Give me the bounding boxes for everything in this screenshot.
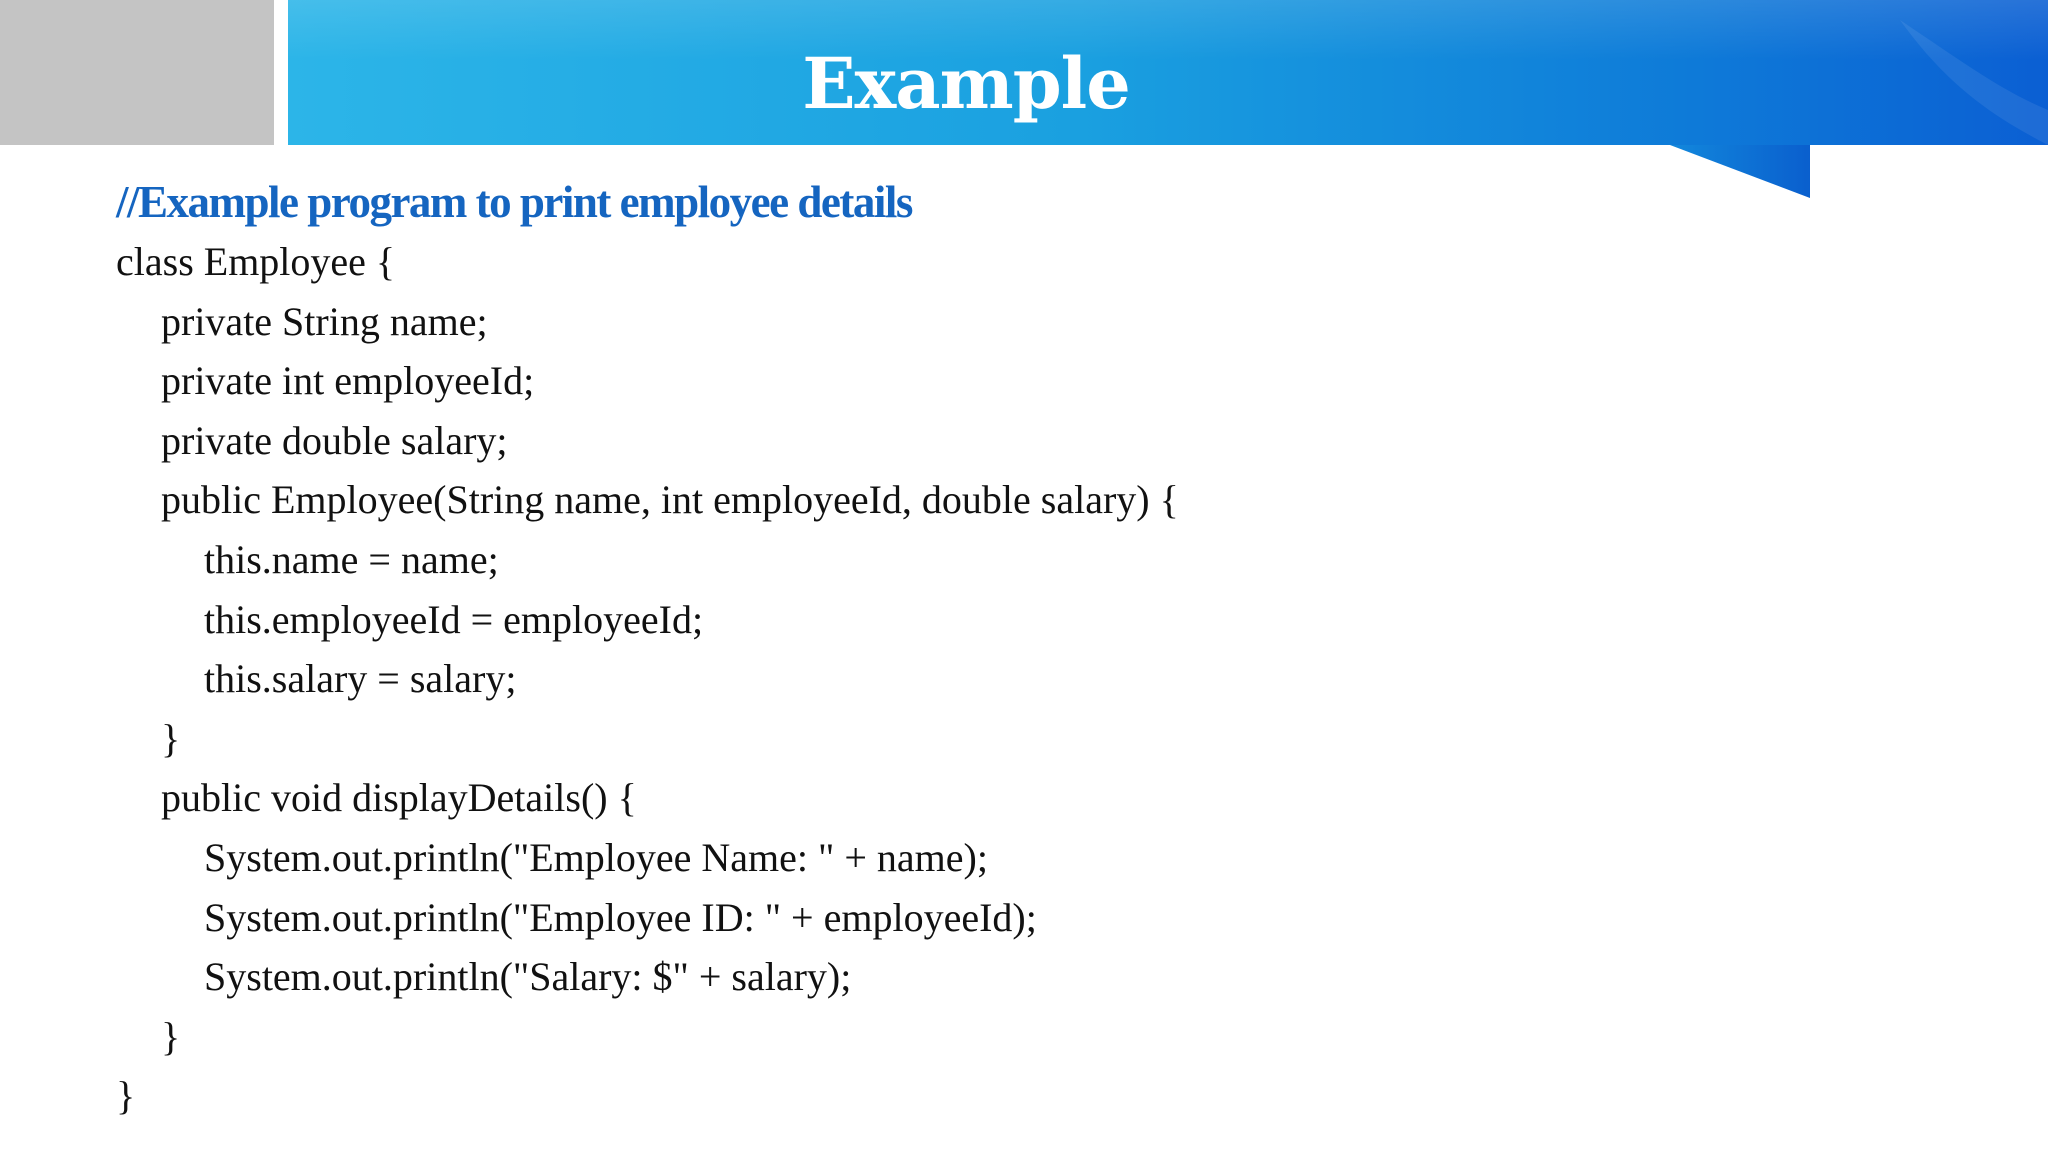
code-line: private int employeeId; [161, 358, 535, 404]
code-line: private double salary; [161, 417, 508, 463]
code-line: this.employeeId = employeeId; [204, 596, 704, 642]
code-line: } [161, 1013, 181, 1059]
code-line: this.name = name; [204, 536, 499, 582]
slide-title: Example [802, 42, 1130, 125]
code-line: class Employee { [116, 239, 396, 284]
code-line: public Employee(String name, int employeeId, double salary) { [161, 477, 1179, 523]
code-line: this.salary = salary; [204, 656, 517, 702]
code-line: } [116, 1073, 136, 1119]
code-comment: //Example program to print employee details [116, 177, 912, 227]
code-line: private String name; [161, 298, 488, 344]
code-block [116, 172, 1916, 1126]
code-line: public void displayDetails() { [161, 775, 637, 821]
code-line: System.out.println("Employee ID: " + employeeId); [204, 894, 1037, 940]
code-line: System.out.println("Employee Name: " + name); [204, 834, 988, 880]
code-line: System.out.println("Salary: $" + salary); [204, 954, 852, 1000]
code-line: } [161, 715, 181, 761]
